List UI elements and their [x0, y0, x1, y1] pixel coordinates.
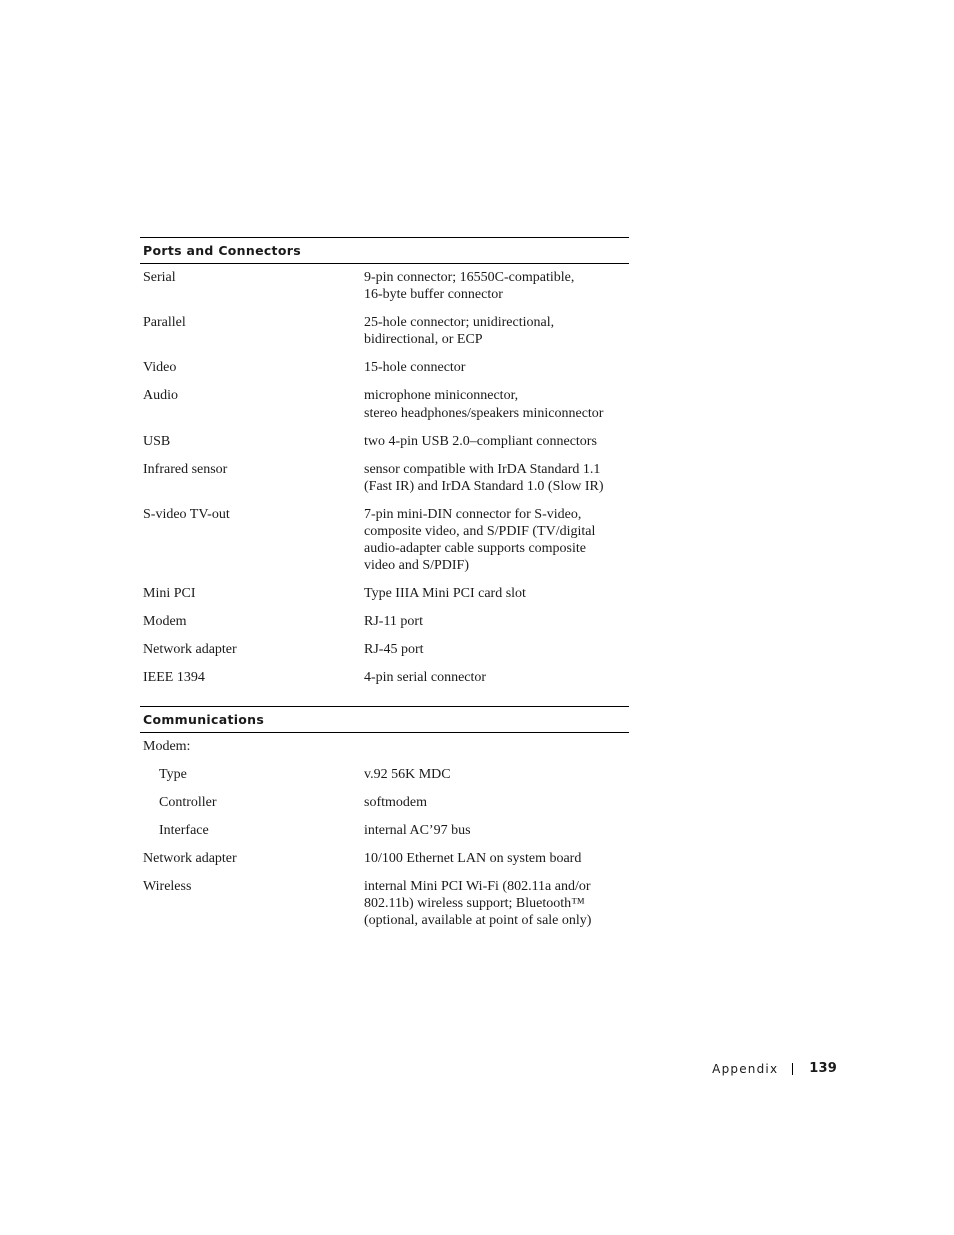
spec-row-serial: [140, 269, 629, 303]
footer-section-name: Appendix: [712, 1061, 779, 1076]
communications-rows: [140, 733, 629, 930]
spec-value: two 4-pin USB 2.0–compliant connectors: [364, 433, 597, 449]
spec-row-modem: [140, 613, 629, 630]
spec-label: Wireless: [143, 879, 192, 894]
communications-heading: Communications: [140, 706, 629, 733]
spec-label: Network adapter: [143, 642, 237, 658]
spec-label: Interface: [159, 823, 209, 838]
spec-value: v.92 56K MDC: [364, 767, 451, 782]
spec-row-network-adapter: [140, 850, 629, 867]
spec-value: Type IIIA Mini PCI card slot: [364, 586, 526, 602]
spec-label: S-video TV-out: [143, 506, 230, 522]
spec-label: Controller: [159, 795, 217, 810]
spec-label: Infrared sensor: [143, 461, 228, 477]
spec-value: [364, 738, 629, 755]
spec-value: 7-pin mini-DIN connector for S-video, composite video, and S/PDIF (TV/digital audio-adapter cable supports composite video and S/PDIF): [364, 506, 596, 574]
spec-row-network-adapter: [140, 641, 629, 658]
spec-value: softmodem: [364, 795, 427, 810]
spec-row-modem-controller: [140, 794, 629, 811]
ports-connectors-table: [140, 237, 629, 697]
spec-value: RJ-11 port: [364, 614, 423, 630]
spec-value: internal Mini PCI Wi-Fi (802.11a and/or 802.11b) wireless support; Bluetooth™ (optional, available at point of sale only): [364, 879, 592, 929]
spec-value: 4-pin serial connector: [364, 670, 487, 686]
ports-connectors-heading: Ports and Connectors: [140, 237, 629, 264]
spec-label: IEEE 1394: [143, 670, 205, 686]
spec-row-wireless: [140, 878, 629, 930]
spec-value: 10/100 Ethernet LAN on system board: [364, 851, 582, 866]
spec-row-modem-type: [140, 766, 629, 783]
spec-row-mini-pci: [140, 585, 629, 602]
spec-row-infrared: [140, 461, 629, 495]
spec-row-ieee1394: [140, 669, 629, 686]
spec-row-modem-interface: [140, 822, 629, 839]
page-footer: [712, 1061, 837, 1076]
spec-label: Video: [143, 360, 177, 376]
spec-value: 9-pin connector; 16550C-compatible, 16-byte buffer connector: [364, 270, 575, 303]
spec-value: sensor compatible with IrDA Standard 1.1 (Fast IR) and IrDA Standard 1.0 (Slow IR): [364, 461, 604, 494]
spec-label: Modem:: [143, 739, 191, 754]
spec-label: Parallel: [143, 315, 186, 331]
footer-divider: [792, 1063, 793, 1075]
spec-label: USB: [143, 433, 171, 449]
ports-connectors-rows: [140, 264, 629, 687]
spec-value: 25-hole connector; unidirectional, bidirectional, or ECP: [364, 315, 555, 348]
spec-label: Audio: [143, 388, 178, 404]
spec-row-audio: [140, 387, 629, 421]
spec-row-video: [140, 359, 629, 376]
spec-value: RJ-45 port: [364, 642, 424, 658]
spec-label: Serial: [143, 270, 176, 285]
spec-row-svideo: [140, 506, 629, 575]
spec-row-parallel: [140, 314, 629, 348]
page-number: 139: [809, 1061, 837, 1076]
spec-row-usb: [140, 433, 629, 450]
spec-label: Network adapter: [143, 851, 237, 866]
spec-label: Type: [159, 767, 187, 782]
communications-table: [140, 706, 629, 940]
spec-row-modem-group: [140, 738, 629, 755]
spec-label: Mini PCI: [143, 586, 196, 602]
spec-value: 15-hole connector: [364, 360, 466, 376]
spec-value: microphone miniconnector, stereo headphones/speakers miniconnector: [364, 388, 604, 421]
spec-label: Modem: [143, 614, 187, 630]
spec-value: internal AC’97 bus: [364, 823, 471, 838]
